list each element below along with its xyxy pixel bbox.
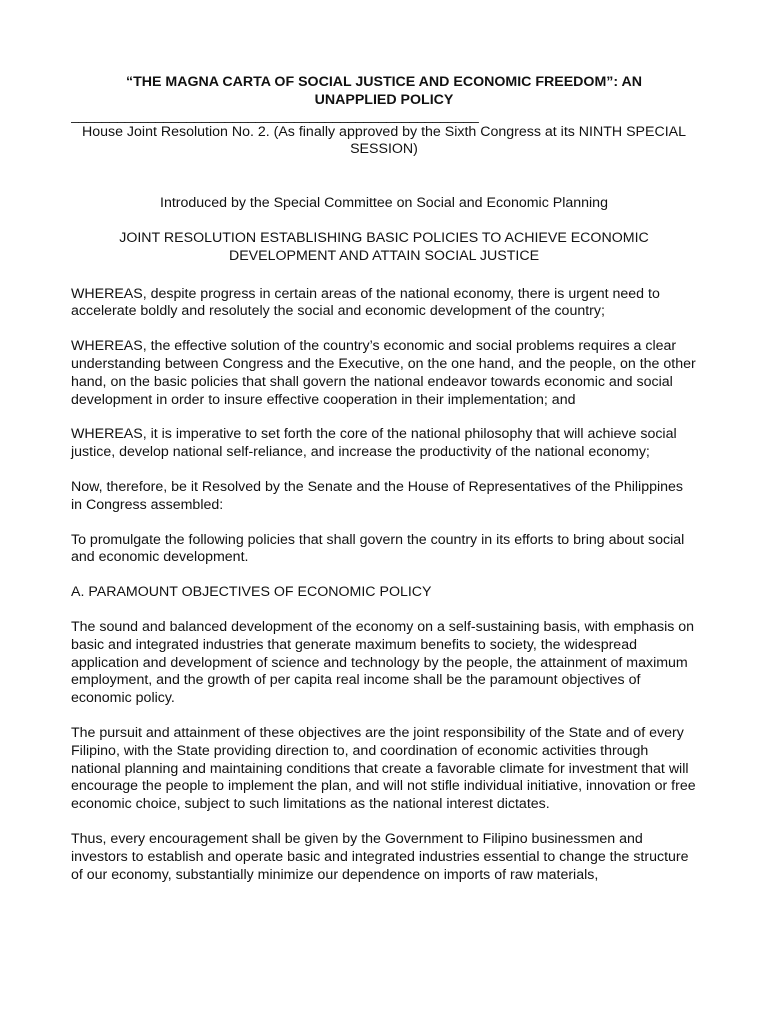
resolution-heading: JOINT RESOLUTION ESTABLISHING BASIC POLICIES TO ACHIEVE ECONOMIC DEVELOPMENT AND ATTAIN SOCIAL JUSTICE xyxy=(119,229,649,264)
whereas-paragraph-1: WHEREAS, despite progress in certain areas of the national economy, there is urgent need to accelerate boldly and resolutely the social and economic development of the country; xyxy=(71,285,660,320)
resolved-paragraph: Now, therefore, be it Resolved by the Senate and the House of Representatives of the Philippines in Congress assembled: xyxy=(71,478,684,513)
responsibility-paragraph: The pursuit and attainment of these objectives are the joint responsibility of the State and of every Filipino, with the State providing direction to, and coordination of economic activities through national planning and maintaining conditions that create a favorable climate for investment that will encourage the people to implement the plan, and will not stifle individual initiative, innovation or free economic choice, subject to such limitations as the national interest dictates. xyxy=(71,724,696,813)
title-underline-rule: _____________________________________________________ xyxy=(71,109,479,124)
document-title: “THE MAGNA CARTA OF SOCIAL JUSTICE AND ECONOMIC FREEDOM”: AN UNAPPLIED POLICY xyxy=(126,74,642,108)
section-a-heading: A. PARAMOUNT OBJECTIVES OF ECONOMIC POLICY xyxy=(71,584,432,601)
whereas-paragraph-3: WHEREAS, it is imperative to set forth the core of the national philosophy that will achieve social justice, develop national self-reliance, and increase the productivity of the national economy; xyxy=(71,426,677,461)
whereas-paragraph-2: WHEREAS, the effective solution of the country’s economic and social problems requires a clear understanding between Congress and the Executive, on the one hand, and the people, on the other hand, on the basic policies that shall govern the national endeavor towards economic and social development in order to insure effective cooperation in their implementation; and xyxy=(71,338,696,408)
encouragement-paragraph: Thus, every encouragement shall be given by the Government to Filipino businessmen and investors to establish and operate basic and integrated industries essential to change the structure of our economy, substantially minimize our dependence on imports of raw materials, xyxy=(71,830,689,883)
document-subtitle: House Joint Resolution No. 2. (As finally approved by the Sixth Congress at its NINTH SPECIAL SESSION) xyxy=(81,123,687,158)
introduced-by-line: Introduced by the Special Committee on Social and Economic Planning xyxy=(160,195,608,212)
document-page xyxy=(71,74,697,884)
promulgate-paragraph: To promulgate the following policies that shall govern the country in its efforts to bring about social and economic development. xyxy=(71,531,685,566)
objectives-paragraph: The sound and balanced development of the economy on a self-sustaining basis, with emphasis on basic and integrated industries that generate maximum benefits to society, the widespread application and development of science and technology by the people, the attainment of maximum employment, and the growth of per capita real income shall be the paramount objectives of economic policy. xyxy=(71,618,695,707)
